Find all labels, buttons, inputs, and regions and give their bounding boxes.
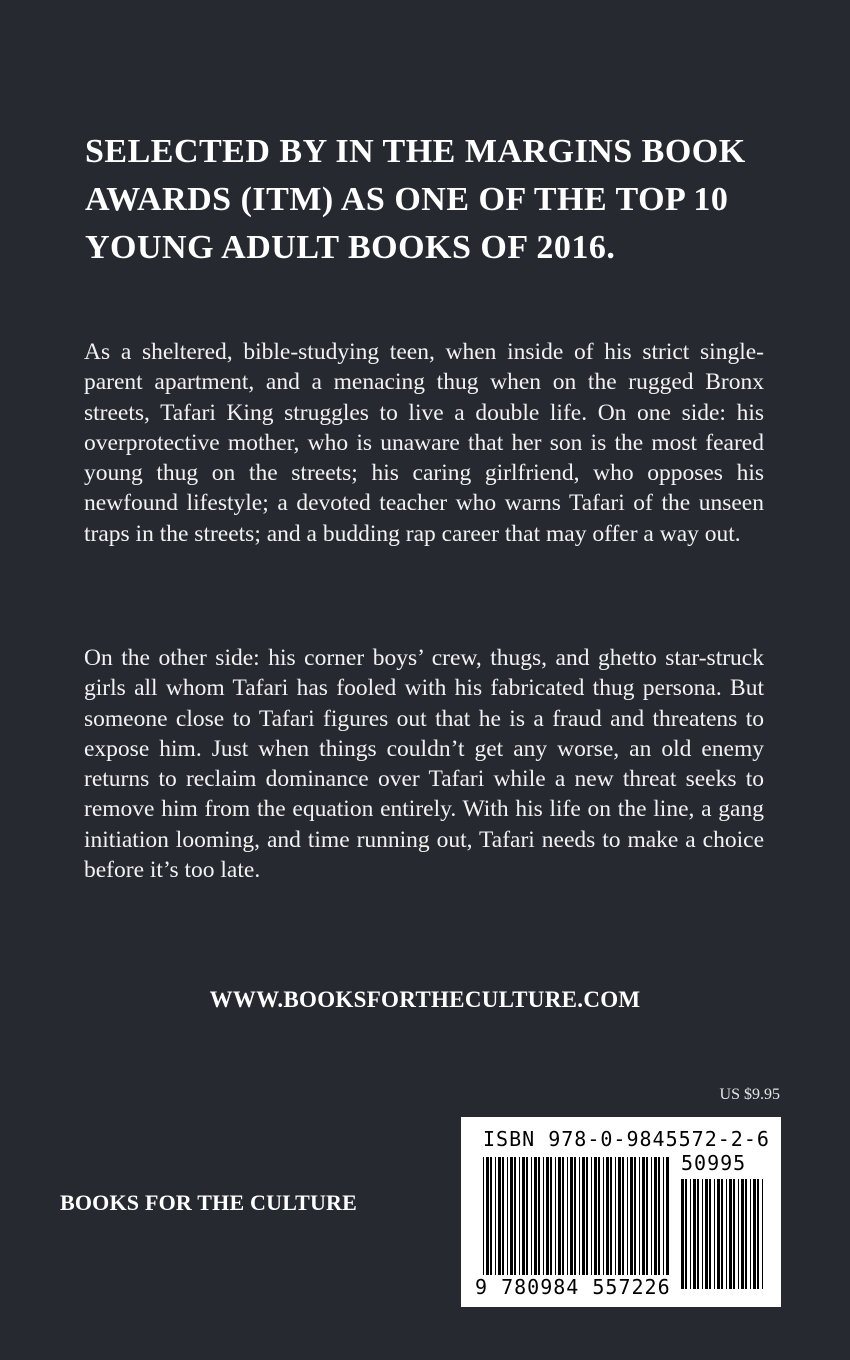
barcode-bar xyxy=(666,1157,669,1275)
barcode-bar xyxy=(594,1157,597,1275)
barcode-bar xyxy=(693,1179,696,1289)
publisher-name: BOOKS FOR THE CULTURE xyxy=(60,1190,357,1215)
barcode-bar xyxy=(570,1157,573,1275)
barcode-bar xyxy=(531,1157,532,1275)
barcode-bar xyxy=(697,1179,699,1289)
barcode-bar xyxy=(498,1157,501,1275)
barcode-bar xyxy=(543,1157,544,1275)
barcode-bar xyxy=(658,1157,660,1275)
barcode-bar xyxy=(586,1157,588,1275)
award-headline xyxy=(85,128,765,272)
ean-digits: 9 780984 557226 xyxy=(475,1275,671,1299)
barcode-bar xyxy=(745,1179,747,1289)
barcode-bar xyxy=(721,1179,723,1289)
barcode-bar xyxy=(510,1157,513,1275)
barcode-bar xyxy=(534,1157,537,1275)
barcode-bar xyxy=(690,1179,691,1289)
barcode-bar xyxy=(726,1179,727,1289)
barcode-bar xyxy=(627,1157,628,1275)
barcode-bar xyxy=(634,1157,636,1275)
barcode-bar xyxy=(483,1157,484,1275)
isbn-barcode xyxy=(461,1117,781,1307)
barcode-bar xyxy=(486,1157,489,1275)
barcode-bar xyxy=(514,1157,516,1275)
description-paragraph-2: On the other side: his corner boys’ crew, thugs, and ghetto star-struck girls all whom Tafari has fooled with his fabricated thug persona. But someone close to Tafari figures out that he is a fraud and threatens to expose him. Just when things couldn’t get any worse, an old enemy returns to reclaim dominance over Tafari while a new threat seeks to remove him from the equation entirely. With his life on the line, a gang initiation looming, and time running out, Tafari needs to make a choice before it’s too late. xyxy=(84,645,764,884)
barcode-bar xyxy=(646,1157,648,1275)
barcode-bar xyxy=(757,1179,759,1289)
barcode-bar xyxy=(618,1157,621,1275)
barcode-bar xyxy=(558,1157,561,1275)
barcode-bar xyxy=(495,1157,496,1275)
barcode-bar xyxy=(741,1179,744,1289)
headline-line-2: AWARDS (ITM) AS ONE OF THE TOP 10 xyxy=(85,181,729,218)
barcode-bar xyxy=(702,1179,703,1289)
barcode-bar xyxy=(685,1179,687,1289)
barcode-bar xyxy=(579,1157,580,1275)
barcode-bar xyxy=(729,1179,732,1289)
barcode-bar xyxy=(610,1157,612,1275)
barcode-bar xyxy=(567,1157,568,1275)
barcode-bar xyxy=(591,1157,592,1275)
barcode-bar xyxy=(538,1157,540,1275)
barcode-bar xyxy=(615,1157,616,1275)
barcode-bar xyxy=(750,1179,751,1289)
barcode-bar xyxy=(622,1157,624,1275)
barcode-bar xyxy=(717,1179,720,1289)
barcode-bar xyxy=(642,1157,645,1275)
headline-line-1: SELECTED BY IN THE MARGINS BOOK xyxy=(85,133,746,170)
price-code: 50995 xyxy=(681,1151,747,1175)
barcode-bar xyxy=(555,1157,556,1275)
barcode-bar xyxy=(663,1157,664,1275)
barcode-bar xyxy=(738,1179,739,1289)
barcode-bar xyxy=(651,1157,652,1275)
barcode-bar xyxy=(753,1179,756,1289)
barcode-bar xyxy=(522,1157,525,1275)
price-label: US $9.95 xyxy=(719,1086,780,1103)
isbn-label: ISBN 978-0-9845572-2-6 xyxy=(483,1127,770,1151)
barcode-bar xyxy=(502,1157,504,1275)
barcode-bar xyxy=(574,1157,576,1275)
barcode-bar xyxy=(681,1179,684,1289)
barcode-bar xyxy=(526,1157,528,1275)
barcode-bar xyxy=(709,1179,711,1289)
barcode-bar xyxy=(654,1157,657,1275)
barcode-bar xyxy=(550,1157,552,1275)
barcode-bar xyxy=(546,1157,549,1275)
barcode-bar xyxy=(733,1179,735,1289)
barcode-bar xyxy=(598,1157,600,1275)
barcode-bar xyxy=(705,1179,708,1289)
barcode-bar xyxy=(582,1157,585,1275)
website-url: WWW.BOOKSFORTHECULTURE.COM xyxy=(209,987,641,1012)
barcode-bar xyxy=(519,1157,520,1275)
barcode-bar xyxy=(639,1157,640,1275)
barcode-bar xyxy=(562,1157,564,1275)
barcode-bar xyxy=(507,1157,508,1275)
barcode-bar xyxy=(714,1179,715,1289)
barcode-bar xyxy=(490,1157,492,1275)
barcode-bar xyxy=(630,1157,633,1275)
description-paragraph-1: As a sheltered, bible-studying teen, when inside of his strict single-parent apartment, and a menacing thug when on the rugged Bronx streets, Tafari King struggles to live a double life. On one side: his overprotective mother, who is unaware that her son is the most feared young thug on the streets; his caring girlfriend, who opposes his newfound lifestyle; a devoted teacher who warns Tafari of the unseen traps in the streets; and a budding rap career that may offer a way out. xyxy=(84,339,764,547)
barcode-bar xyxy=(603,1157,604,1275)
barcode-bar xyxy=(606,1157,609,1275)
headline-line-3: YOUNG ADULT BOOKS OF 2016. xyxy=(85,229,616,266)
barcode-bar xyxy=(762,1179,763,1289)
